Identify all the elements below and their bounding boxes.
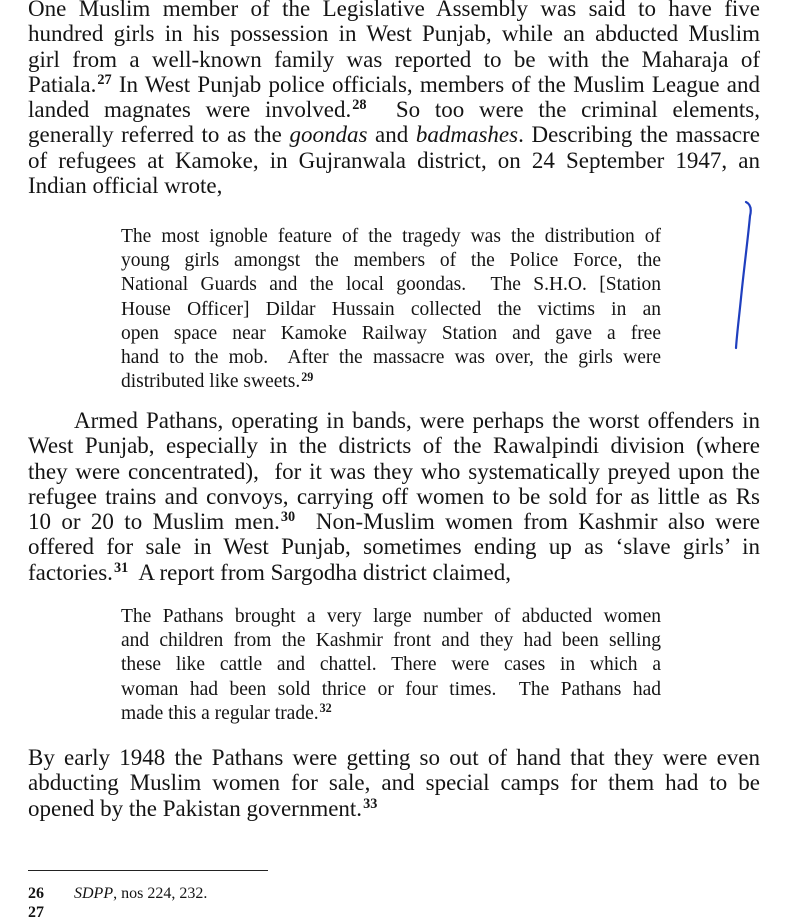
quote-line: young girls amongst the members of the Police Force, the (121, 250, 661, 272)
text-line: By early 1948 the Pathans were getting so out of hand that they were even (28, 745, 760, 770)
quote-line: hand to the mob. After the massacre was over, the girls were (121, 347, 661, 369)
quote-line: open space near Kamoke Railway Station and gave a free (121, 322, 661, 344)
italic-term: badmashes (415, 122, 519, 148)
text-span: and (367, 122, 416, 148)
quote-line: The most ignoble feature of the tragedy was the distribution of (121, 226, 661, 247)
footnote-number: 26 (28, 885, 44, 902)
quote-line: these like cattle and chattel. There were cases in which a (121, 654, 661, 676)
quote-line: House Officer] Dildar Hussain collected the victims in an (121, 298, 661, 320)
footnote-ref: 31 (113, 559, 129, 576)
quote-line: National Guards and the local goondas. The S.H.O. [Station (121, 274, 661, 296)
footnote-source: SDPP (74, 885, 114, 902)
paragraph-1 (28, 0, 760, 198)
text-span: generally referred to as the (28, 122, 290, 148)
text-span: A report from Sargodha district claimed, (128, 559, 512, 585)
quote-line: and children from the Kashmir front and they had been selling (121, 630, 661, 652)
footnote-ref: 30 (280, 509, 296, 526)
text-span: distributed like sweets. (121, 371, 301, 393)
quote-line (121, 370, 661, 394)
text-span: landed magnates were involved. (28, 97, 352, 123)
text-span: So too were the criminal elements, (366, 97, 760, 123)
text-span: Non-Muslim women from Kashmir also were (295, 509, 760, 535)
italic-term: goondas (289, 122, 368, 148)
text-line (28, 72, 760, 97)
text-line: West Punjab, especially in the districts of the Rawalpindi division (where (28, 433, 760, 459)
text-span: In West Punjab police officials, members of the Muslim League and (111, 71, 760, 97)
footnote-text: , nos 224, 232. (113, 885, 208, 902)
footnote-number: 27 (28, 904, 44, 919)
footnote-27 (28, 903, 74, 919)
text-span: . Describing the massacre (518, 122, 760, 148)
text-span: opened by the Pakistan government. (28, 795, 363, 821)
footnote-ref: 28 (352, 97, 367, 114)
text-line: refugee trains and convoys, carrying off women to be sold for as little as Rs (28, 483, 760, 509)
text-line: Indian official wrote, (28, 173, 223, 199)
text-span: Patiala. (28, 71, 97, 97)
text-line: Armed Pathans, operating in bands, were perhaps the worst offenders in (74, 408, 760, 433)
text-line (28, 122, 760, 147)
block-quote-2 (121, 605, 661, 726)
text-line: hundred girls in his possession in West Punjab, while an abducted Muslim (28, 21, 760, 47)
text-line: they were concentrated), for it was they who systematically preyed upon the (28, 458, 760, 484)
block-quote-1 (121, 225, 661, 394)
paragraph-3 (28, 745, 760, 821)
quote-line (121, 702, 661, 726)
footnote-ref: 29 (301, 369, 314, 384)
footnote-ref: 27 (97, 72, 112, 89)
text-span: factories. (28, 559, 113, 585)
text-line (28, 509, 760, 534)
footnote-divider (28, 870, 268, 871)
footnote-26 (28, 884, 207, 904)
quote-line: The Pathans brought a very large number of abducted women (121, 606, 661, 627)
text-line (28, 796, 760, 821)
text-line (28, 97, 760, 122)
quote-line: woman had been sold thrice or four times. The Pathans had (121, 678, 661, 700)
text-line: girl from a well-known family was reported to be with the Maharaja of (28, 46, 760, 72)
footnote-ref: 33 (363, 795, 378, 812)
text-line: abducting Muslim women for sale, and special camps for them had to be (28, 770, 760, 796)
pen-annotation-mark (730, 198, 760, 358)
footnote-ref: 32 (319, 701, 332, 716)
text-line: of refugees at Kamoke, in Gujranwala district, on 24 September 1947, an (28, 147, 760, 173)
text-span: made this a regular trade. (121, 702, 319, 724)
text-line: One Muslim member of the Legislative Assembly was said to have five (28, 0, 760, 21)
text-line: offered for sale in West Punjab, sometimes ending up as ‘slave girls’ in (28, 534, 760, 560)
text-span: 10 or 20 to Muslim men. (28, 509, 280, 535)
text-line (28, 560, 760, 585)
paragraph-2 (28, 408, 760, 585)
